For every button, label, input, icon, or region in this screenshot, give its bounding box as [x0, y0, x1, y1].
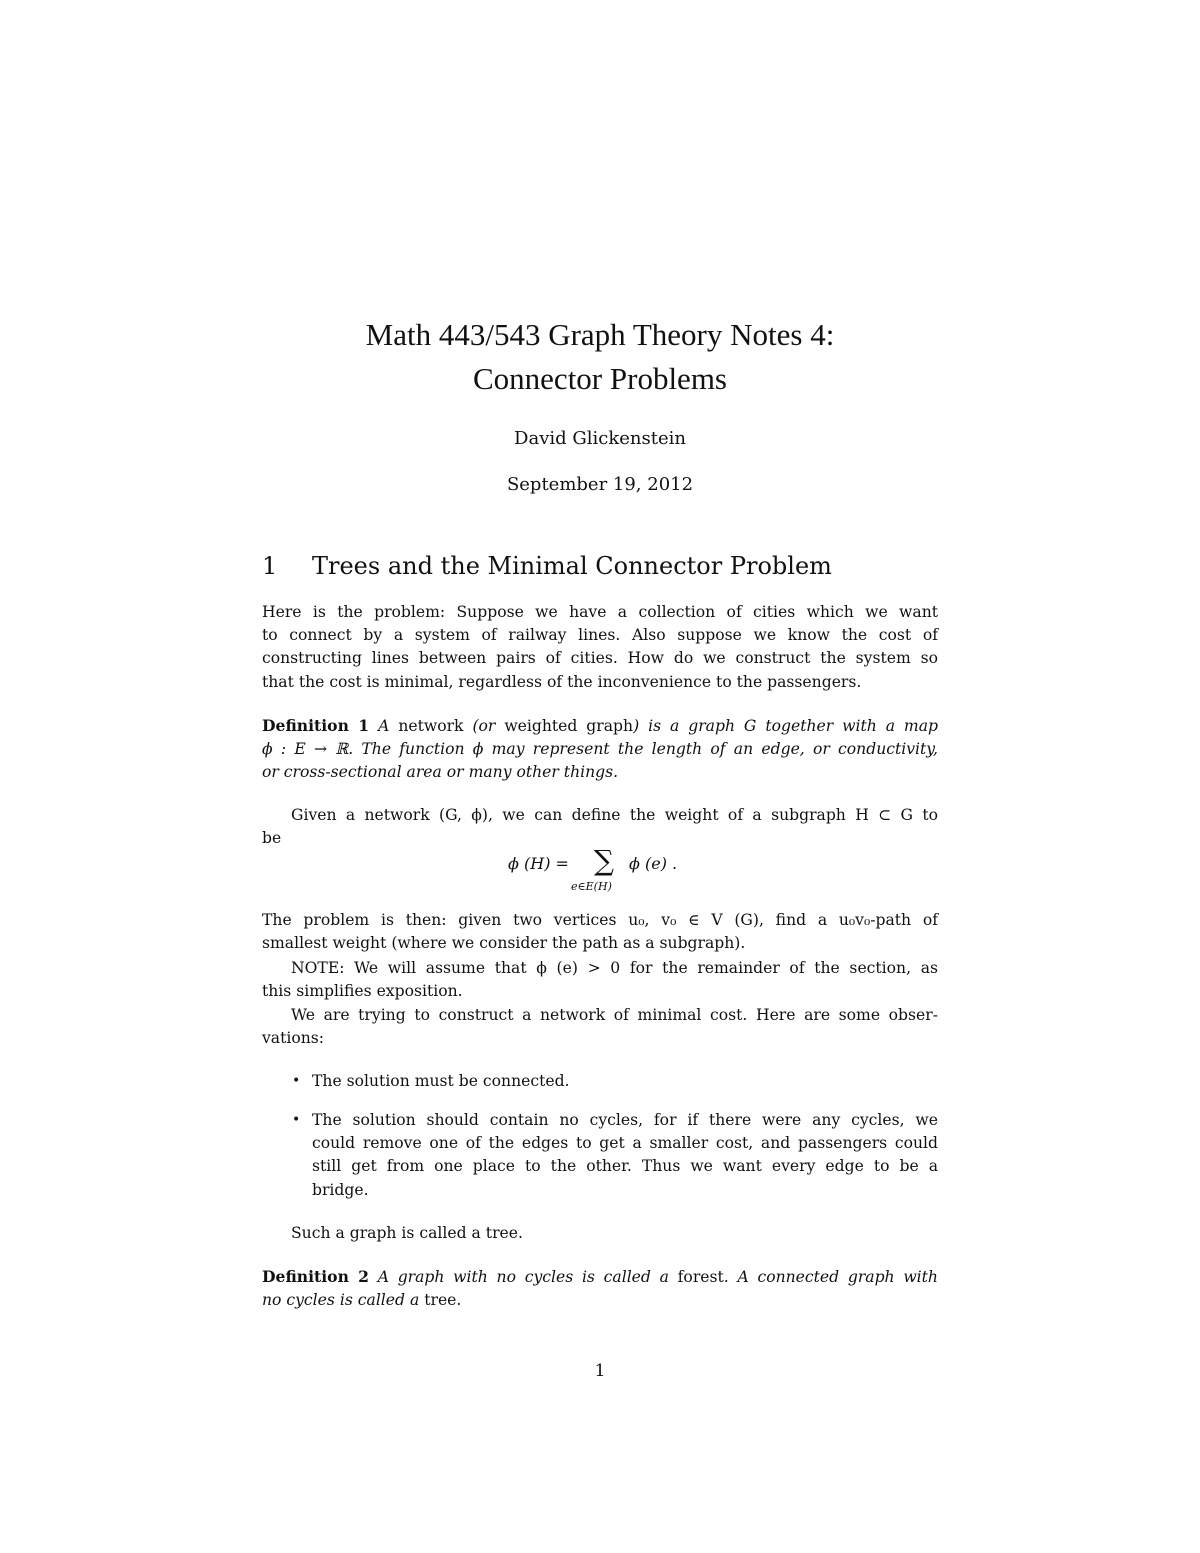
- intro-line: to connect by a system of railway lines. Also suppose we know the cost of: [262, 626, 938, 645]
- intro-paragraph: [262, 601, 938, 694]
- weight-equation: [0, 846, 1200, 898]
- tree-paragraph: [262, 1222, 938, 1245]
- definition-1-label: Definition 1: [262, 716, 370, 735]
- equation-rhs: ϕ (e) .: [629, 854, 678, 873]
- note-paragraph: [262, 957, 938, 1003]
- definition-2-line1: Definition 2 A graph with no cycles is called a forest. A connected graph with: [262, 1267, 938, 1286]
- bullet-1-marker: •: [292, 1073, 301, 1089]
- summation-symbol: ∑: [594, 844, 614, 877]
- author: David Glickenstein: [514, 428, 686, 449]
- term-network: network: [398, 717, 464, 735]
- observations-paragraph: [262, 1004, 938, 1050]
- document-title-line2: Connector Problems: [473, 361, 727, 396]
- term-forest: forest: [677, 1268, 724, 1286]
- bullet-2-line: could remove one of the edges to get a smaller cost, and passengers could: [312, 1134, 938, 1153]
- definition-2-label: Definition 2: [262, 1267, 369, 1286]
- document-title-line1: Math 443/543 Graph Theory Notes 4:: [365, 317, 835, 352]
- bullet-2: [312, 1109, 938, 1202]
- bullet-2-marker: •: [292, 1112, 301, 1128]
- bullet-2-line: still get from one place to the other. Thus we want every edge to be a: [312, 1157, 938, 1176]
- problem-line1: The problem is then: given two vertices u₀, v₀ ∈ V (G), find a u₀v₀-path of: [262, 911, 938, 929]
- term-weighted-graph: weighted graph: [504, 717, 634, 735]
- equation-subscript: e∈E(H): [571, 880, 612, 893]
- section-heading: [262, 552, 832, 580]
- bullet-1-text: The solution must be connected.: [312, 1072, 570, 1090]
- term-tree: tree: [424, 1291, 457, 1310]
- problem-paragraph: [262, 909, 938, 955]
- bullet-2-line: bridge.: [312, 1180, 369, 1199]
- date: September 19, 2012: [506, 474, 694, 495]
- intro-line: constructing lines between pairs of cities. How do we construct the system so: [262, 649, 938, 668]
- page-number: 1: [594, 1361, 606, 1381]
- definition-2: [262, 1265, 938, 1312]
- definition-2-line2: no cycles is called a tree.: [262, 1291, 462, 1310]
- note-line1: NOTE: We will assume that ϕ (e) > 0 for the remainder of the section, as: [291, 959, 938, 977]
- definition-1: [262, 714, 938, 785]
- intro-line: Here is the problem: Suppose we have a collection of cities which we want: [262, 603, 938, 621]
- note-line2: this simplifies exposition.: [262, 982, 463, 1001]
- section-number: 1: [262, 552, 278, 580]
- tree-line: Such a graph is called a tree.: [291, 1224, 523, 1242]
- definition-1-line1: Definition 1 A network (or weighted graph) is a graph G together with a map: [262, 716, 938, 735]
- definition-1-line3: or cross-sectional area or many other things.: [262, 763, 619, 782]
- equation-lhs: ϕ (H) =: [508, 854, 569, 873]
- observations-line1: We are trying to construct a network of minimal cost. Here are some obser-: [291, 1006, 938, 1024]
- section-title: Trees and the Minimal Connector Problem: [312, 552, 832, 580]
- intro-line: that the cost is minimal, regardless of the inconvenience to the passengers.: [262, 672, 862, 691]
- weight-line2: be: [262, 829, 282, 848]
- bullet-2-line: The solution should contain no cycles, for if there were any cycles, we: [312, 1111, 938, 1129]
- problem-line2: smallest weight (where we consider the path as a subgraph).: [262, 934, 746, 953]
- observations-line2: vations:: [262, 1029, 325, 1048]
- bullet-1: [312, 1070, 938, 1093]
- weight-line1: Given a network (G, ϕ), we can define the weight of a subgraph H ⊂ G to: [291, 806, 938, 824]
- definition-1-line2: ϕ : E → ℝ. The function ϕ may represent the length of an edge, or conductivity,: [262, 740, 938, 759]
